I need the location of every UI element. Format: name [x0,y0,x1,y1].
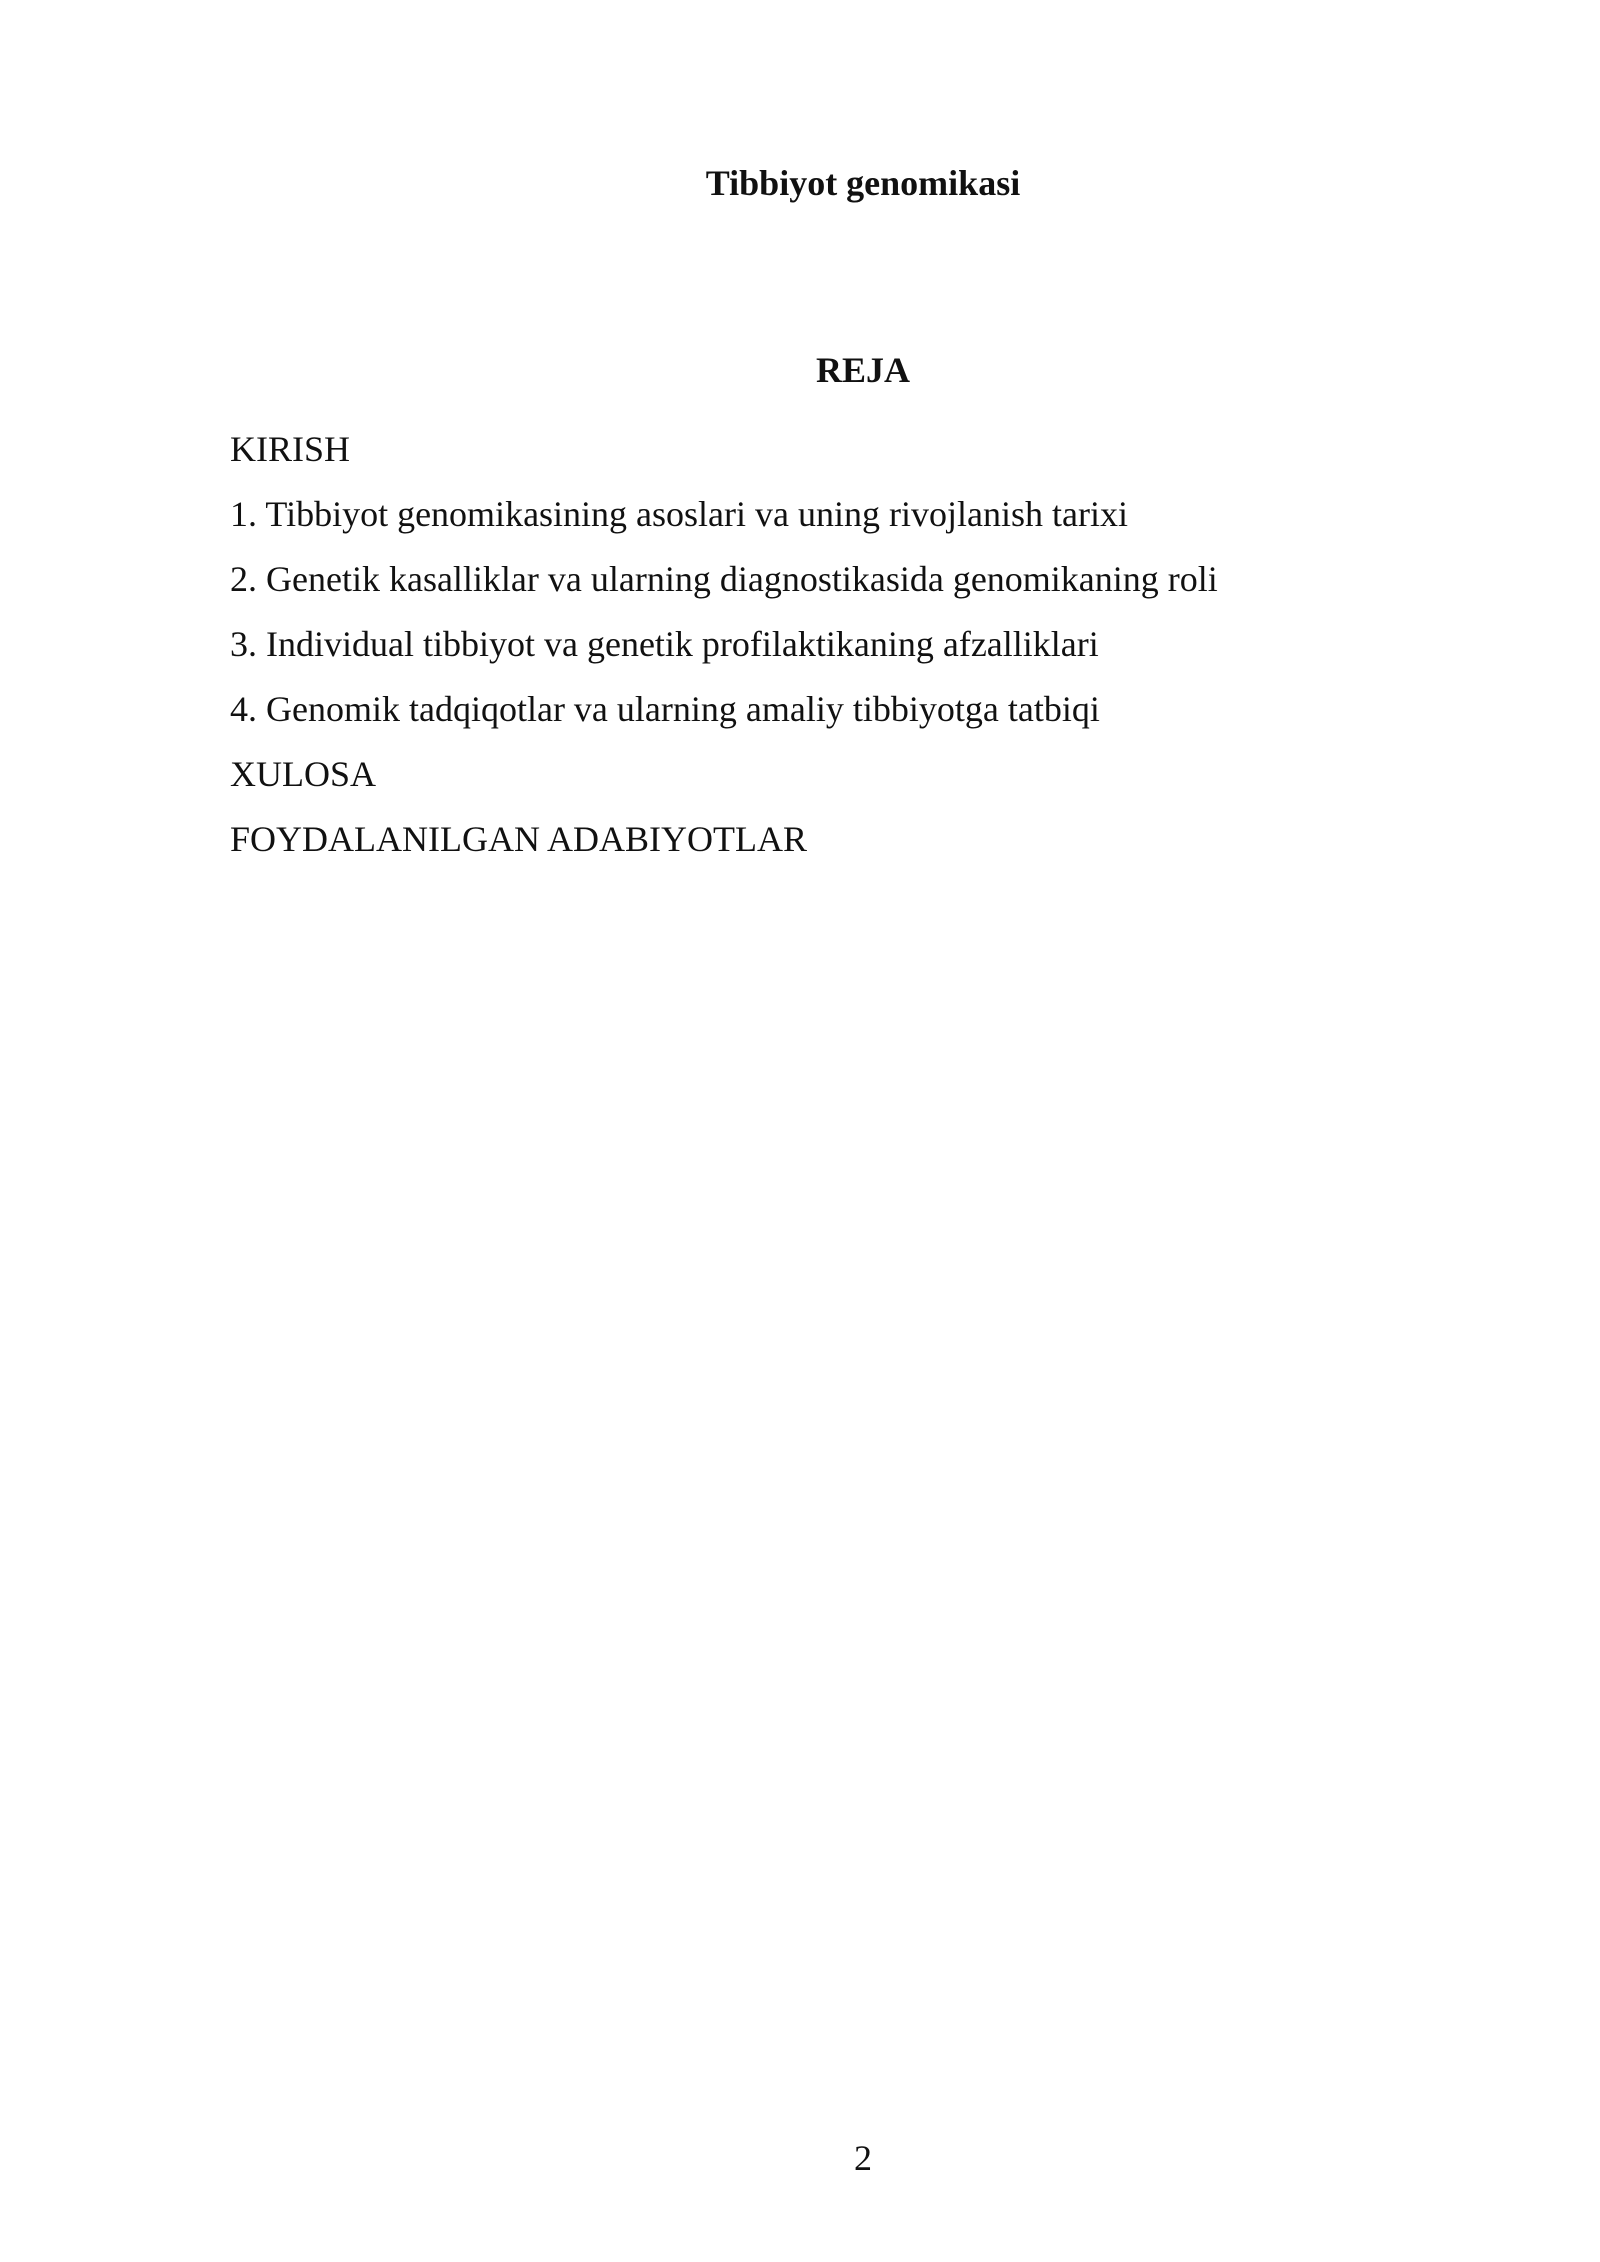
plan-item-conclusion: XULOSA [230,754,377,794]
plan-item-introduction: KIRISH [230,429,351,469]
plan-item-1: 1. Tibbiyot genomikasining asoslari va uning rivojlanish tarixi [230,494,1128,534]
plan-item-3: 3. Individual tibbiyot va genetik profilaktikaning afzalliklari [230,624,1099,664]
plan-item-2: 2. Genetik kasalliklar va ularning diagnostikasida genomikaning roli [230,559,1218,599]
document-title: Tibbiyot genomikasi [705,163,1021,203]
plan-item-4: 4. Genomik tadqiqotlar va ularning amaliy tibbiyotga tatbiqi [230,689,1100,729]
page-number: 2 [854,2138,872,2178]
plan-item-references: FOYDALANILGAN ADABIYOTLAR [230,819,807,859]
plan-heading: REJA [815,350,910,390]
plan-list [230,417,1430,872]
